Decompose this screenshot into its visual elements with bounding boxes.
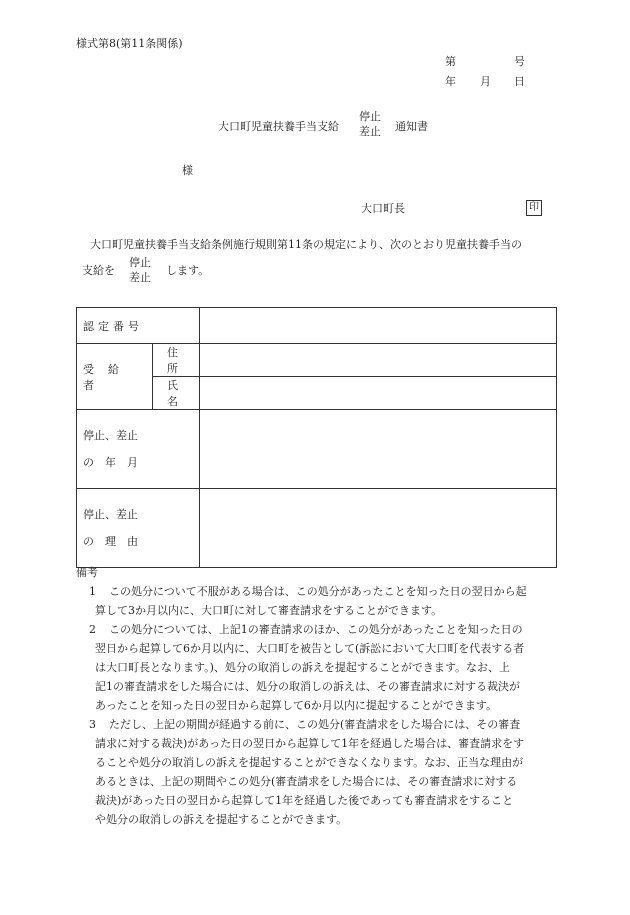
period-field[interactable] bbox=[200, 410, 557, 489]
reason-label-line-1: 停止、差止 bbox=[83, 508, 138, 521]
note-number: 2 bbox=[89, 623, 96, 636]
row-recipient-address bbox=[77, 344, 557, 377]
body-option-stack bbox=[129, 257, 151, 287]
issuer-name: 大口町長 bbox=[361, 202, 405, 215]
period-label-line-2: の 年 月 bbox=[83, 456, 138, 469]
notes-list bbox=[76, 582, 560, 829]
title-option-stop: 停止 bbox=[359, 110, 381, 123]
note-line: 翌日から起算して6か月以内に、大口町を被告として(訴訟において大口町を代表する者 bbox=[95, 642, 525, 655]
body-option-withhold: 差止 bbox=[129, 271, 151, 284]
body-option-stop: 停止 bbox=[129, 256, 151, 269]
row-certification bbox=[77, 308, 557, 344]
address-label: 住 所 bbox=[153, 344, 200, 377]
addressee-honorific: 様 bbox=[182, 164, 193, 177]
body-line-1: 大口町児童扶養手当支給条例施行規則第11条の規定により、次のとおり児童扶養手当の bbox=[90, 238, 522, 251]
reason-label-line-2: の 理 由 bbox=[83, 535, 138, 548]
note-line: や処分の取消しの訴えを提起することができます。 bbox=[95, 813, 348, 826]
note-line: 裁決)があった日の翌日から起算して1年を経過した後であっても審査請求をすること bbox=[95, 794, 514, 807]
note-item bbox=[76, 620, 560, 715]
note-line: 記1の審査請求をした場合には、処分の取消しの訴えは、その審査請求に対する裁決が bbox=[95, 680, 520, 693]
notes-section bbox=[76, 563, 560, 829]
note-number: 3 bbox=[89, 718, 96, 731]
address-field[interactable] bbox=[200, 344, 557, 377]
date-day: 日 bbox=[514, 75, 525, 88]
note-line: ることや処分の取消しの訴えを提起することができなくなります。なお、正当な理由が bbox=[95, 756, 524, 769]
note-line: 請求に対する裁決)があった日の翌日から起算して1年を経過した場合は、審査請求をす bbox=[95, 737, 525, 750]
title-option-withhold: 差止 bbox=[359, 125, 381, 138]
recipient-label: 受給者 bbox=[77, 344, 153, 410]
title-suffix: 通知書 bbox=[395, 120, 428, 133]
name-field[interactable] bbox=[200, 377, 557, 410]
date-year: 年 bbox=[445, 75, 456, 88]
row-period bbox=[77, 410, 557, 489]
note-line: あったことを知った日の翌日から起算して6か月以内に提起することができます。 bbox=[95, 699, 498, 712]
body-line-2-suffix: します。 bbox=[166, 264, 210, 277]
date-month: 月 bbox=[480, 75, 491, 88]
note-line: ただし、上記の期間が経過する前に、この処分(審査請求をした場合には、その審査 bbox=[109, 718, 521, 731]
note-item bbox=[76, 715, 560, 829]
cert-number-field[interactable] bbox=[200, 308, 557, 344]
seal-mark: 印 bbox=[526, 200, 542, 216]
form-id: 様式第8(第11条関係) bbox=[76, 37, 183, 50]
row-reason bbox=[77, 489, 557, 568]
name-label: 氏 名 bbox=[153, 377, 200, 410]
notes-heading: 備考 bbox=[76, 566, 98, 579]
cert-number-label: 認定番号 bbox=[77, 308, 200, 344]
note-item bbox=[76, 582, 560, 620]
note-line: あるときは、上記の期間やこの処分(審査請求をした場合には、その審査請求に対する bbox=[95, 775, 518, 788]
reason-label bbox=[77, 489, 200, 568]
note-line: この処分について不服がある場合は、この処分があったことを知った日の翌日から起 bbox=[109, 585, 527, 598]
note-line: 算して3か月以内に、大口町に対して審査請求をすることができます。 bbox=[95, 604, 443, 617]
title-option-stack bbox=[359, 111, 381, 141]
notice-table bbox=[76, 307, 557, 568]
title-main: 大口町児童扶養手当支給 bbox=[218, 120, 339, 133]
period-label bbox=[77, 410, 200, 489]
number-suffix: 号 bbox=[514, 55, 525, 68]
reason-field[interactable] bbox=[200, 489, 557, 568]
note-line: この処分については、上記1の審査請求のほか、この処分があったことを知った日の bbox=[109, 623, 523, 636]
note-line: は大口町長となります。)、処分の取消しの訴えを提起することができます。なお、上 bbox=[95, 661, 511, 674]
number-prefix: 第 bbox=[445, 55, 456, 68]
body-line-2-prefix: 支給を bbox=[82, 264, 115, 277]
note-number: 1 bbox=[89, 585, 96, 598]
period-label-line-1: 停止、差止 bbox=[83, 429, 138, 442]
